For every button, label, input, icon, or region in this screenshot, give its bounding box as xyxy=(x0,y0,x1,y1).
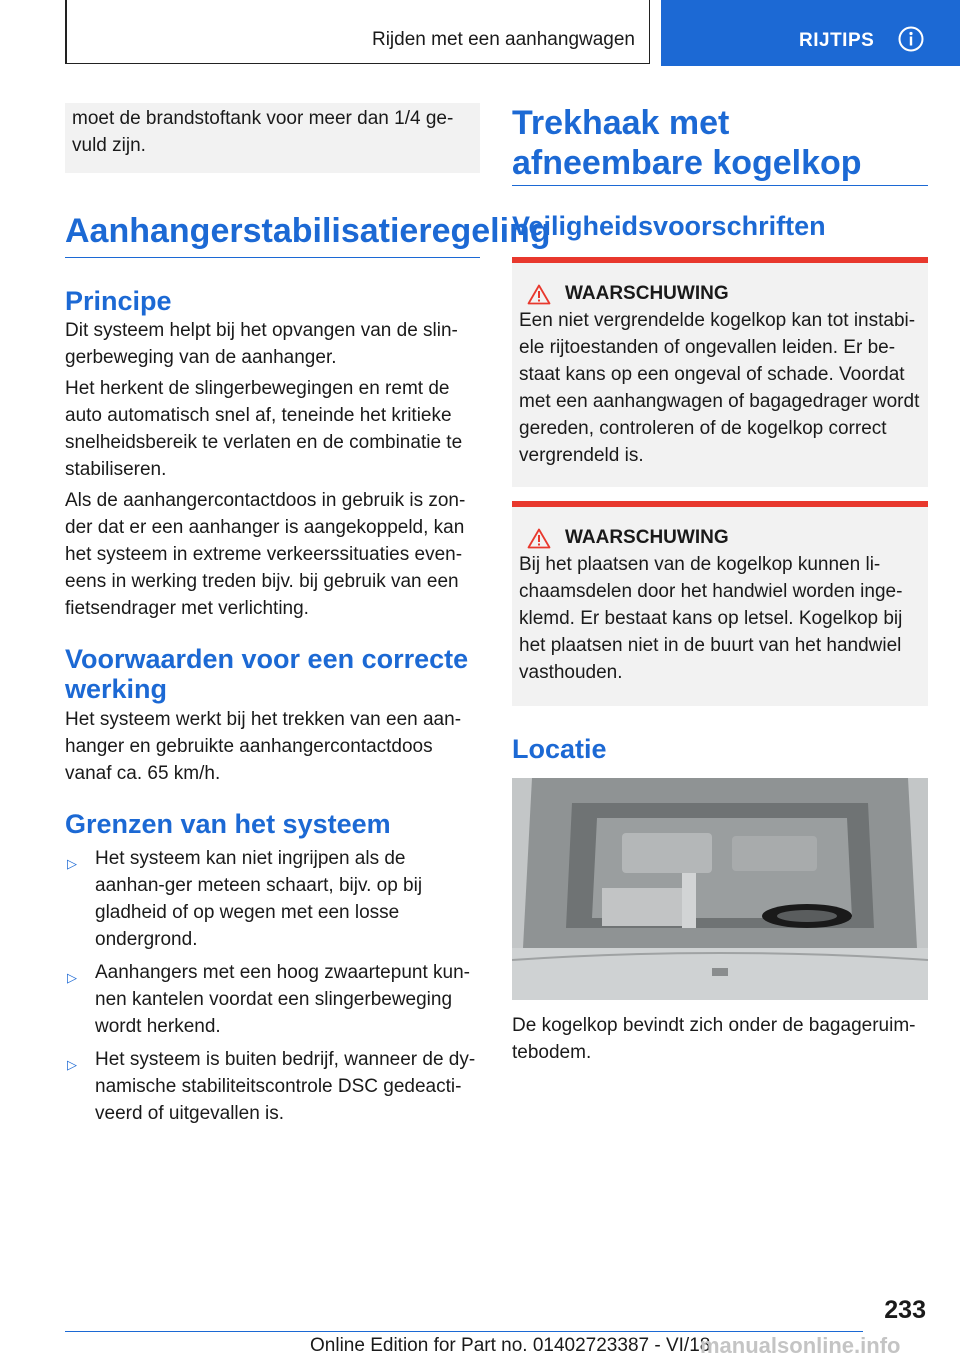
triangle-bullet-icon: ▷ xyxy=(67,970,77,985)
voorwaarden-p1: Het systeem werkt bij het trekken van een aan-hanger en gebruikte aanhangercontactdoos vanaf ca. 65 km/h. xyxy=(65,709,462,784)
header-section-box xyxy=(65,0,650,64)
principe-heading: Principe xyxy=(65,286,172,316)
warning-label: WAARSCHUWING xyxy=(565,283,729,304)
info-icon[interactable] xyxy=(898,26,924,52)
header-tab[interactable] xyxy=(661,0,960,66)
intro-box xyxy=(65,103,480,173)
footer-rule xyxy=(65,1331,863,1332)
trekhaak-title: Trekhaak met afneembare kogelkop xyxy=(512,104,862,182)
locatie-heading: Locatie xyxy=(512,734,607,764)
list-item: ▷ Het systeem is buiten bedrijf, wanneer de dy-namische stabiliteitscontrole DSC gedeacti-veerd of uitgevallen is. xyxy=(67,1049,476,1124)
header-section-title: Rijden met een aanhangwagen xyxy=(371,29,635,50)
warning-text: Bij het plaatsen van de kogelkop kunnen li-chaamsdelen door het handwiel worden inge-klemd. Er bestaat kans op letsel. Kogelkop bij het plaatsen niet in de buurt van het handwiel vasthouden. xyxy=(519,554,903,683)
footer-brand: manualsonline.info xyxy=(700,1333,901,1358)
warning-triangle-icon xyxy=(527,528,551,549)
page-number: 233 xyxy=(884,1296,926,1324)
triangle-bullet-icon: ▷ xyxy=(67,1057,77,1072)
list-item: ▷ Aanhangers met een hoog zwaartepunt kun-nen kantelen voordat een slingerbeweging wordt herkend. xyxy=(67,962,470,1037)
warning-box-2 xyxy=(512,501,928,706)
voorwaarden-heading: Voorwaarden voor een correcte werking xyxy=(65,644,469,704)
section-rule xyxy=(65,257,480,258)
page-header xyxy=(0,0,960,66)
trunk-photo xyxy=(512,778,928,1000)
veiligheid-heading: Veiligheidsvoorschriften xyxy=(512,211,826,241)
intro-text: moet de brandstoftank voor meer dan 1/4 ge-vuld zijn. xyxy=(72,108,454,156)
left-column xyxy=(65,103,551,1127)
warning-triangle-icon xyxy=(527,284,551,305)
principe-p1: Dit systeem helpt bij het opvangen van de slin-gerbeweging van de aanhanger. xyxy=(65,320,458,368)
header-tab-label: RIJTIPS xyxy=(799,30,875,51)
grenzen-list xyxy=(65,845,480,1127)
list-item: ▷ Het systeem kan niet ingrijpen als de aanhan-ger meteen schaart, bijv. op bij gladheid of op wegen met een losse ondergrond. xyxy=(67,848,423,950)
locatie-text: De kogelkop bevindt zich onder de bagageruim-tebodem. xyxy=(512,1015,916,1063)
warning-box-1 xyxy=(512,257,928,487)
principe-p3: Als de aanhangercontactdoos in gebruik is zon-der dat er een aanhanger is aangekoppeld, kan het systeem in extreme verkeerssituaties even-eens in werking treden bijv. bij gebruik van een fietsendrager met verlichting. xyxy=(65,490,466,619)
grenzen-heading: Grenzen van het systeem xyxy=(65,809,391,839)
footer-edition: Online Edition for Part no. 01402723387 - VI/18 xyxy=(310,1335,711,1356)
right-column xyxy=(512,103,928,1066)
principe-p2: Het herkent de slingerbewegingen en remt de auto automatisch snel af, teneinde het kritieke snelheidsbereik te verlaten en de combinatie te stabiliseren. xyxy=(65,378,463,480)
trekhaak-rule xyxy=(512,185,928,186)
triangle-bullet-icon: ▷ xyxy=(67,856,77,871)
warning-label: WAARSCHUWING xyxy=(565,527,729,548)
warning-text: Een niet vergrendelde kogelkop kan tot instabi-ele rijtoestanden of ongevallen leiden. Er be-staat kans op een ongeval of schade. Voordat met een aanhangwagen of bagagedrager wordt gereden, controleren of de kogelkop correct vergrendeld is. xyxy=(519,310,920,466)
section-title: Aanhangerstabilisatieregeling xyxy=(65,212,551,250)
